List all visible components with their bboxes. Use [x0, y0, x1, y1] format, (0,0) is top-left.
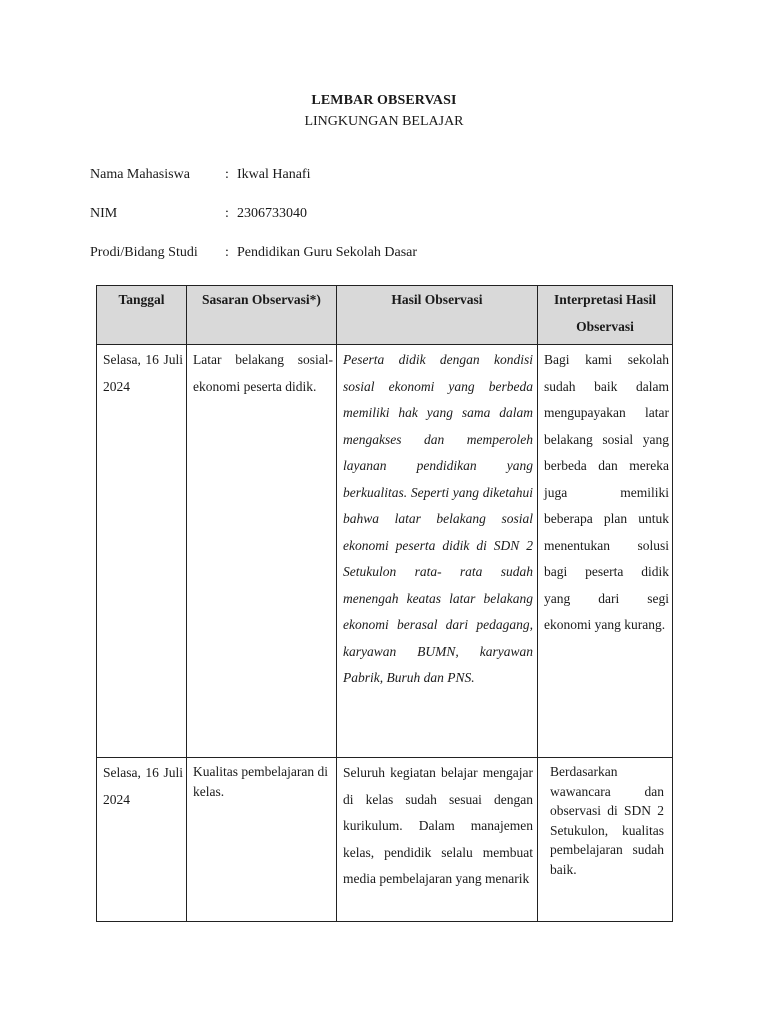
sasaran-text: Kualitas pembelajaran di kelas. — [193, 764, 328, 799]
cell-hasil — [337, 758, 538, 922]
name-separator: : — [225, 167, 229, 182]
observation-table — [96, 285, 673, 922]
name-value: Ikwal Hanafi — [237, 167, 311, 182]
cell-interpretasi — [538, 345, 673, 758]
tanggal-text: Selasa, 16 Juli 2024 — [103, 765, 183, 807]
hasil-text: Peserta didik dengan kondisi sosial ekonomi yang berbeda memiliki hak yang sama dalam mengakses dan memperoleh layanan pendidikan yang berkualitas. Seperti yang diketahui bahwa latar belakang sosial ekonomi peserta didik di SDN 2 Setukulon rata- rata sudah menengah keatas latar belakang ekonomi berasal dari pedagang, karyawan BUMN, karyawan Pabrik, Buruh dan PNS. — [343, 352, 533, 685]
interpretasi-text: Berdasarkan wawancara dan observasi di SDN 2 Setukulon, kualitas pembelajaran sudah baik. — [550, 764, 664, 877]
header-sasaran: Sasaran Observasi*) — [187, 286, 337, 345]
header-interpretasi: Interpretasi Hasil Observasi — [538, 286, 673, 345]
cell-tanggal — [97, 758, 187, 922]
document-subtitle: LINGKUNGAN BELAJAR — [304, 114, 464, 129]
header-hasil: Hasil Observasi — [337, 286, 538, 345]
prodi-label: Prodi/Bidang Studi — [90, 245, 198, 260]
prodi-value: Pendidikan Guru Sekolah Dasar — [237, 245, 418, 260]
nim-value: 2306733040 — [237, 206, 307, 221]
cell-tanggal — [97, 345, 187, 758]
cell-sasaran — [187, 758, 337, 922]
prodi-separator: : — [225, 245, 229, 260]
table-row — [97, 758, 673, 922]
sasaran-text: Latar belakang sosial-ekonomi peserta didik. — [193, 352, 333, 394]
cell-hasil — [337, 345, 538, 758]
nim-separator: : — [225, 206, 229, 221]
nim-label: NIM — [90, 206, 118, 221]
cell-sasaran — [187, 345, 337, 758]
tanggal-text: Selasa, 16 Juli 2024 — [103, 352, 183, 394]
table-row — [97, 345, 673, 758]
cell-interpretasi — [538, 758, 673, 922]
document-title: LEMBAR OBSERVASI — [311, 93, 457, 108]
header-tanggal: Tanggal — [97, 286, 187, 345]
table-header-row — [97, 286, 673, 345]
interpretasi-text: Bagi kami sekolah sudah baik dalam mengupayakan latar belakang sosial yang berbeda dan mereka juga memiliki beberapa plan untuk menentukan solusi bagi peserta didik yang dari segi ekonomi yang kurang. — [544, 352, 669, 632]
name-label: Nama Mahasiswa — [90, 167, 190, 182]
hasil-text: Seluruh kegiatan belajar mengajar di kelas sudah sesuai dengan kurikulum. Dalam manajemen kelas, pendidik selalu membuat media pembelajaran yang menarik — [343, 765, 533, 886]
